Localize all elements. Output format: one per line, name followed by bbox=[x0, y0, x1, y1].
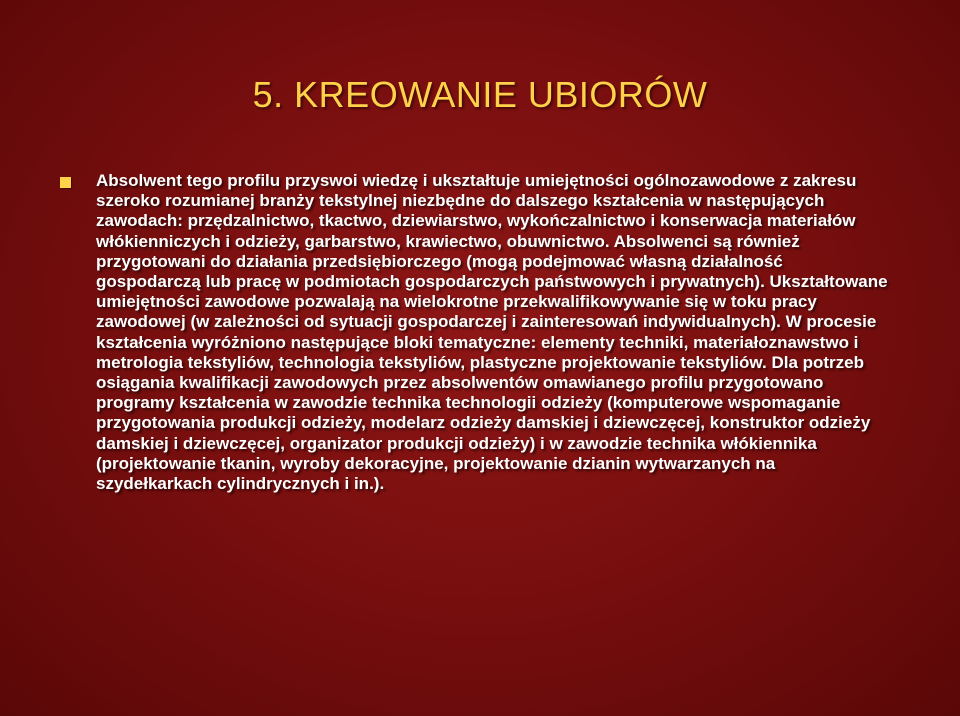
bullet-item bbox=[60, 171, 890, 494]
slide-title: 5. KREOWANIE UBIORÓW bbox=[252, 74, 708, 115]
bullet-text: Absolwent tego profilu przyswoi wiedzę i ukształtuje umiejętności ogólnozawodowe z zakresu szeroko rozumianej branży tekstylnej niezbędne do dalszego kształcenia w następujących zawodach: przędzalnictwo, tkactwo, dziewiarstwo, wykończalnictwo i konserwacja materiałów włókienniczych i odzieży, garbarstwo, krawiectwo, obuwnictwo. Absolwenci są również przygotowani do działania przedsiębiorczego (mogą podejmować własną działalność gospodarczą lub pracę w podmiotach gospodarczych państwowych i prywatnych). Ukształtowane umiejętności zawodowe pozwalają na wielokrotne przekwalifikowywanie się w toku pracy zawodowej (w zależności od sytuacji gospodarczej i zainteresowań indywidualnych). W procesie kształcenia wyróżniono następujące bloki tematyczne: elementy techniki, materiałoznawstwo i metrologia tekstyliów, technologia tekstyliów, plastyczne projektowanie tekstyliów. Dla potrzeb osiągania kwalifikacji zawodowych przez absolwentów omawianego profilu przygotowano programy kształcenia w zawodzie technika technologii odzieży (komputerowe wspomaganie przygotowania produkcji odzieży, modelarz odzieży damskiej i dziewczęcej, konstruktor odzieży damskiej i dziewczęcej, organizator produkcji odzieży) i w zawodzie technika włókiennika (projektowanie tkanin, wyroby dekoracyjne, projektowanie dzianin wytwarzanych na szydełkarkach cylindrycznych i in.). bbox=[96, 171, 888, 494]
square-bullet-icon bbox=[60, 177, 71, 188]
